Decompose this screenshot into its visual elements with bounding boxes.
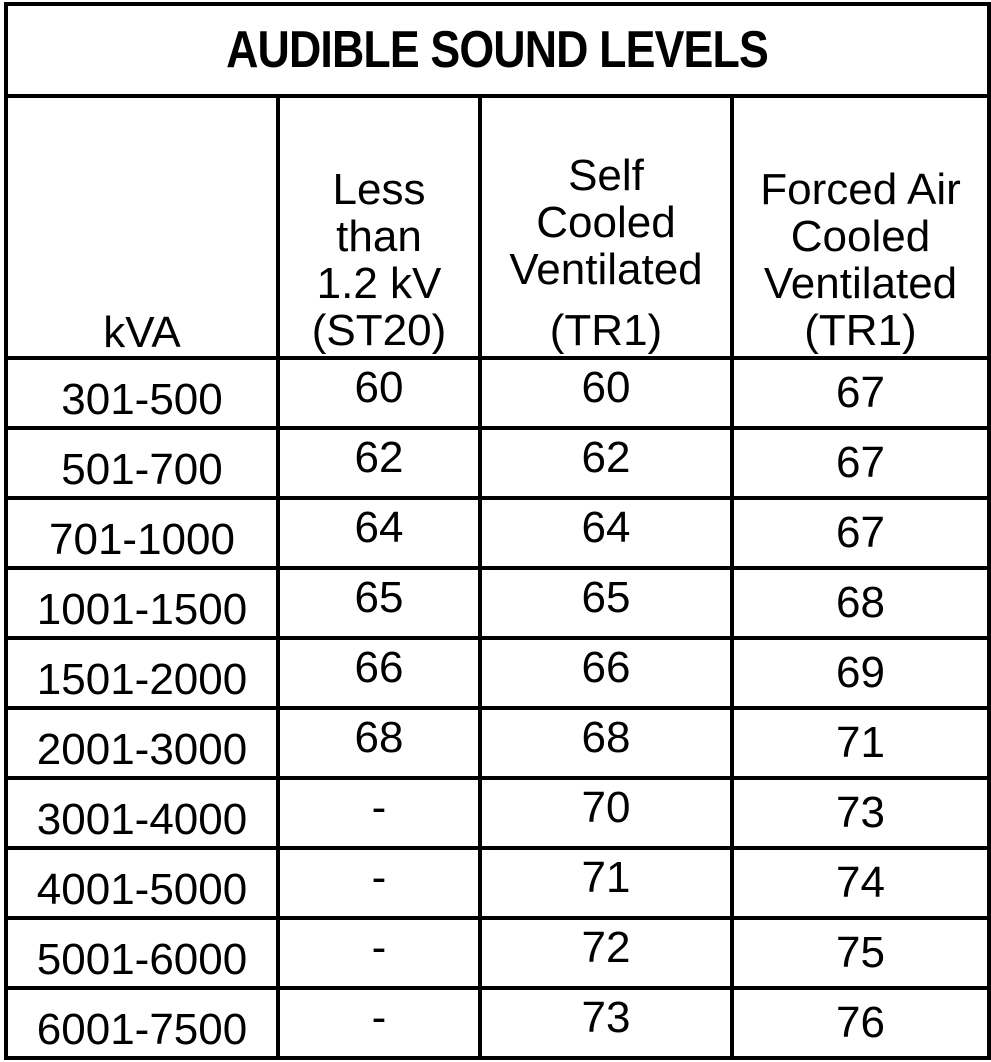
header-line: (TR1) bbox=[804, 306, 917, 355]
self-cooled-cell: 66 bbox=[480, 638, 732, 708]
header-kva-label: kVA bbox=[103, 308, 181, 357]
header-self-cooled-ventilated bbox=[480, 96, 732, 358]
forced-air-cell: 67 bbox=[732, 428, 989, 498]
table-row bbox=[6, 358, 989, 428]
forced-air-cell: 69 bbox=[732, 638, 989, 708]
forced-air-cell: 67 bbox=[732, 358, 989, 428]
kva-cell: 301-500 bbox=[6, 358, 278, 428]
kva-cell: 501-700 bbox=[6, 428, 278, 498]
table-row bbox=[6, 568, 989, 638]
less-than-1-2kv-cell: 62 bbox=[278, 428, 480, 498]
table-row bbox=[6, 638, 989, 708]
kva-cell: 3001-4000 bbox=[6, 778, 278, 848]
header-row bbox=[6, 96, 989, 358]
less-than-1-2kv-cell: 65 bbox=[278, 568, 480, 638]
less-than-1-2kv-cell: 60 bbox=[278, 358, 480, 428]
less-than-1-2kv-cell: - bbox=[278, 848, 480, 918]
kva-cell: 4001-5000 bbox=[6, 848, 278, 918]
self-cooled-cell: 70 bbox=[480, 778, 732, 848]
header-line: 1.2 kV bbox=[316, 259, 442, 308]
kva-cell: 5001-6000 bbox=[6, 918, 278, 988]
kva-cell: 701-1000 bbox=[6, 498, 278, 568]
table-body bbox=[6, 358, 989, 1058]
header-line: (TR1) bbox=[549, 306, 663, 355]
self-cooled-cell: 72 bbox=[480, 918, 732, 988]
table-row bbox=[6, 778, 989, 848]
title-row bbox=[6, 4, 989, 96]
header-line: (ST20) bbox=[311, 306, 447, 355]
table-row bbox=[6, 498, 989, 568]
table-title: AUDIBLE SOUND LEVELS bbox=[226, 21, 769, 79]
header-line: Ventilated bbox=[509, 245, 703, 294]
audible-sound-levels-table bbox=[4, 2, 991, 1060]
table-row bbox=[6, 848, 989, 918]
table-row bbox=[6, 918, 989, 988]
forced-air-cell: 76 bbox=[732, 988, 989, 1058]
header-line: Less bbox=[332, 165, 426, 214]
table-row bbox=[6, 988, 989, 1058]
header-line: Self bbox=[568, 151, 644, 200]
self-cooled-cell: 62 bbox=[480, 428, 732, 498]
self-cooled-cell: 73 bbox=[480, 988, 732, 1058]
header-kva bbox=[6, 96, 278, 358]
forced-air-cell: 73 bbox=[732, 778, 989, 848]
forced-air-cell: 71 bbox=[732, 708, 989, 778]
header-forced-air-cooled-ventilated bbox=[732, 96, 989, 358]
self-cooled-cell: 64 bbox=[480, 498, 732, 568]
header-line: than bbox=[336, 212, 422, 261]
forced-air-cell: 74 bbox=[732, 848, 989, 918]
forced-air-cell: 67 bbox=[732, 498, 989, 568]
header-less-than-1-2kv bbox=[278, 96, 480, 358]
less-than-1-2kv-cell: 66 bbox=[278, 638, 480, 708]
table-row bbox=[6, 428, 989, 498]
self-cooled-cell: 65 bbox=[480, 568, 732, 638]
less-than-1-2kv-cell: - bbox=[278, 918, 480, 988]
header-line: Ventilated bbox=[763, 259, 958, 308]
less-than-1-2kv-cell: - bbox=[278, 988, 480, 1058]
header-line: Cooled bbox=[536, 198, 676, 247]
header-line: Forced Air bbox=[760, 165, 961, 214]
self-cooled-cell: 60 bbox=[480, 358, 732, 428]
kva-cell: 6001-7500 bbox=[6, 988, 278, 1058]
kva-cell: 2001-3000 bbox=[6, 708, 278, 778]
less-than-1-2kv-cell: 68 bbox=[278, 708, 480, 778]
kva-cell: 1001-1500 bbox=[6, 568, 278, 638]
sound-levels-document bbox=[4, 2, 987, 1060]
header-spacer bbox=[482, 293, 730, 307]
less-than-1-2kv-cell: - bbox=[278, 778, 480, 848]
table-row bbox=[6, 708, 989, 778]
self-cooled-cell: 71 bbox=[480, 848, 732, 918]
forced-air-cell: 75 bbox=[732, 918, 989, 988]
kva-cell: 1501-2000 bbox=[6, 638, 278, 708]
less-than-1-2kv-cell: 64 bbox=[278, 498, 480, 568]
forced-air-cell: 68 bbox=[732, 568, 989, 638]
self-cooled-cell: 68 bbox=[480, 708, 732, 778]
header-line: Cooled bbox=[790, 212, 931, 261]
table-title-cell bbox=[6, 4, 989, 96]
